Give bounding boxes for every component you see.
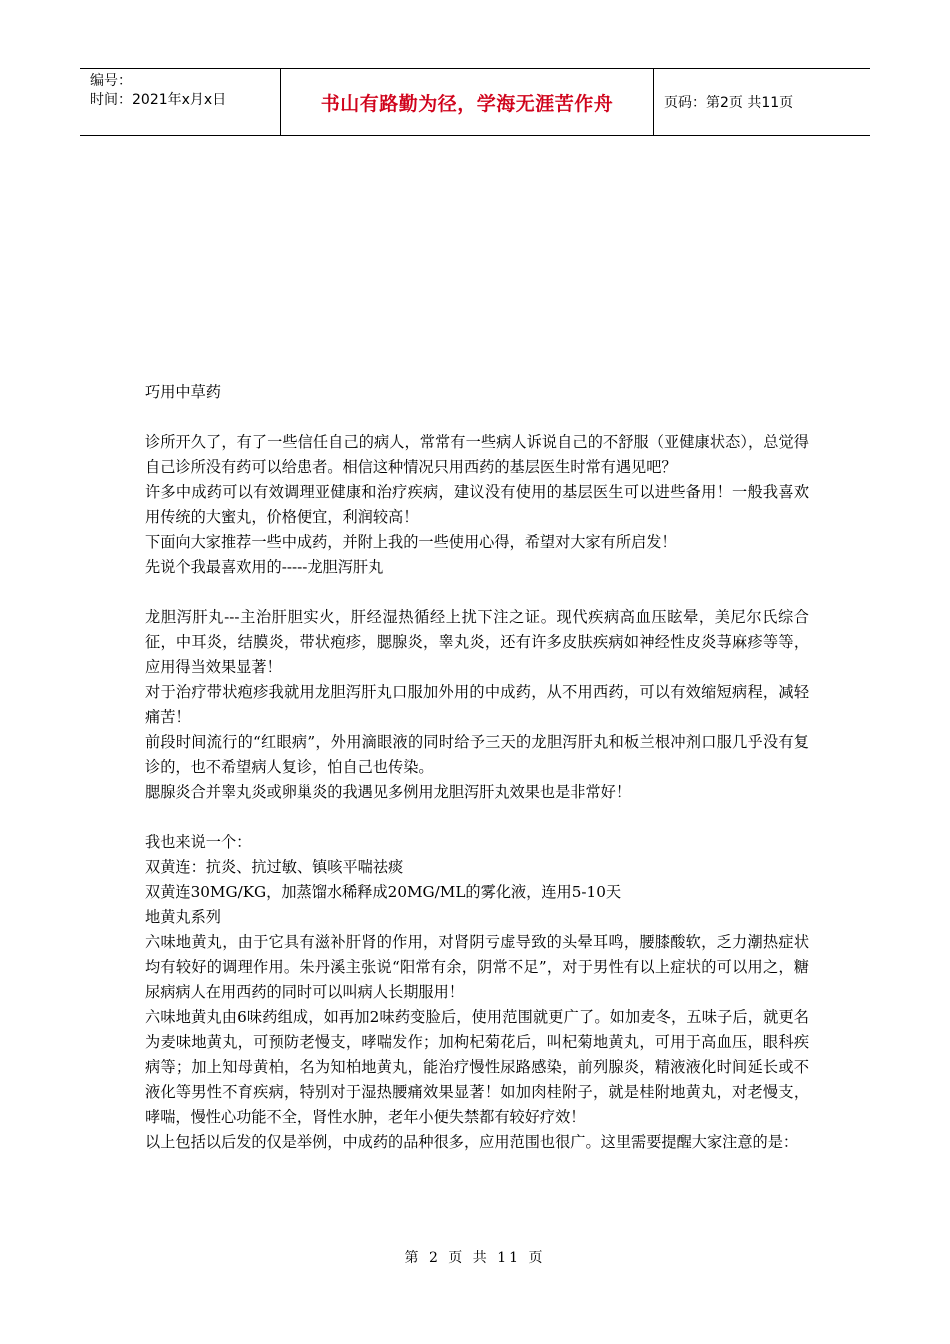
page-header	[80, 68, 870, 136]
page-footer: 第 2 页 共 11 页	[404, 1250, 546, 1266]
paragraph: 下面向大家推荐一些中成药，并附上我的一些使用心得，希望对大家有所启发！	[145, 533, 677, 551]
header-page-info: 页码：第2页 共11页	[664, 95, 794, 111]
paragraph: 我也来说一个：	[145, 833, 252, 851]
paragraph: 六味地黄丸由6味药组成，如再加2味药变脸后，使用范围就更广了。如加麦冬，五味子后，就更名为麦味地黄丸，可预防老慢支，哮喘发作；加枸杞菊花后，叫杞菊地黄丸，可用于高血压，眼科疾病等；加上知母黄柏，名为知柏地黄丸，能治疗慢性尿路感染，前列腺炎，精液液化时间延长或不液化等男性不育疾病，特别对于湿热腰痛效果显著！如加肉桂附子，就是桂附地黄丸，对老慢支，哮喘，慢性心功能不全，肾性水肿，老年小便失禁都有较好疗效！	[145, 1008, 809, 1126]
spacer	[145, 805, 809, 830]
document-title: 巧用中草药	[145, 383, 221, 401]
paragraph: 双黄连：抗炎、抗过敏、镇咳平喘祛痰	[145, 858, 404, 876]
paragraph: 双黄连30MG/KG，加蒸馏水稀释成20MG/ML的雾化液，连用5-10天	[145, 883, 622, 901]
header-date-label: 时间：2021年x月x日	[90, 92, 227, 108]
header-meta	[80, 69, 281, 135]
paragraph: 许多中成药可以有效调理亚健康和治疗疾病，建议没有使用的基层医生可以进些备用！一般我喜欢用传统的大蜜丸，价格便宜，利润较高！	[145, 483, 809, 526]
spacer	[145, 580, 809, 605]
paragraph: 以上包括以后发的仅是举例，中成药的品种很多，应用范围也很广。这里需要提醒大家注意的是：	[145, 1133, 799, 1151]
paragraph: 前段时间流行的“红眼病”，外用滴眼液的同时给予三天的龙胆泻肝丸和板兰根冲剂口服几乎没有复诊的，也不希望病人复诊，怕自己也传染。	[145, 733, 809, 776]
paragraph: 六味地黄丸，由于它具有滋补肝肾的作用，对肾阴亏虚导致的头晕耳鸣，腰膝酸软，乏力潮热症状均有较好的调理作用。朱丹溪主张说“阳常有余，阴常不足”，对于男性有以上症状的可以用之，糖尿病病人在用西药的同时可以叫病人长期服用！	[145, 933, 809, 1001]
paragraph: 腮腺炎合并睾丸炎或卵巢炎的我遇见多例用龙胆泻肝丸效果也是非常好！	[145, 783, 631, 801]
spacer	[145, 405, 809, 430]
header-motto: 书山有路勤为径，学海无涯苦作舟	[281, 69, 654, 135]
paragraph: 先说个我最喜欢用的-----龙胆泻肝丸	[145, 558, 384, 576]
document-body	[145, 380, 809, 1155]
paragraph: 地黄丸系列	[145, 908, 221, 926]
header-number-label: 编号：	[90, 73, 132, 89]
paragraph: 诊所开久了，有了一些信任自己的病人，常常有一些病人诉说自己的不舒服（亚健康状态），总觉得自己诊所没有药可以给患者。相信这种情况只用西药的基层医生时常有遇见吧？	[145, 433, 809, 476]
paragraph: 对于治疗带状疱疹我就用龙胆泻肝丸口服加外用的中成药，从不用西药，可以有效缩短病程，减轻痛苦！	[145, 683, 809, 726]
paragraph: 龙胆泻肝丸---主治肝胆实火，肝经湿热循经上扰下注之证。现代疾病高血压眩晕，美尼尔氏综合征，中耳炎，结膜炎，带状疱疹，腮腺炎，睾丸炎，还有许多皮肤疾病如神经性皮炎荨麻疹等等，应用得当效果显著！	[145, 608, 809, 676]
